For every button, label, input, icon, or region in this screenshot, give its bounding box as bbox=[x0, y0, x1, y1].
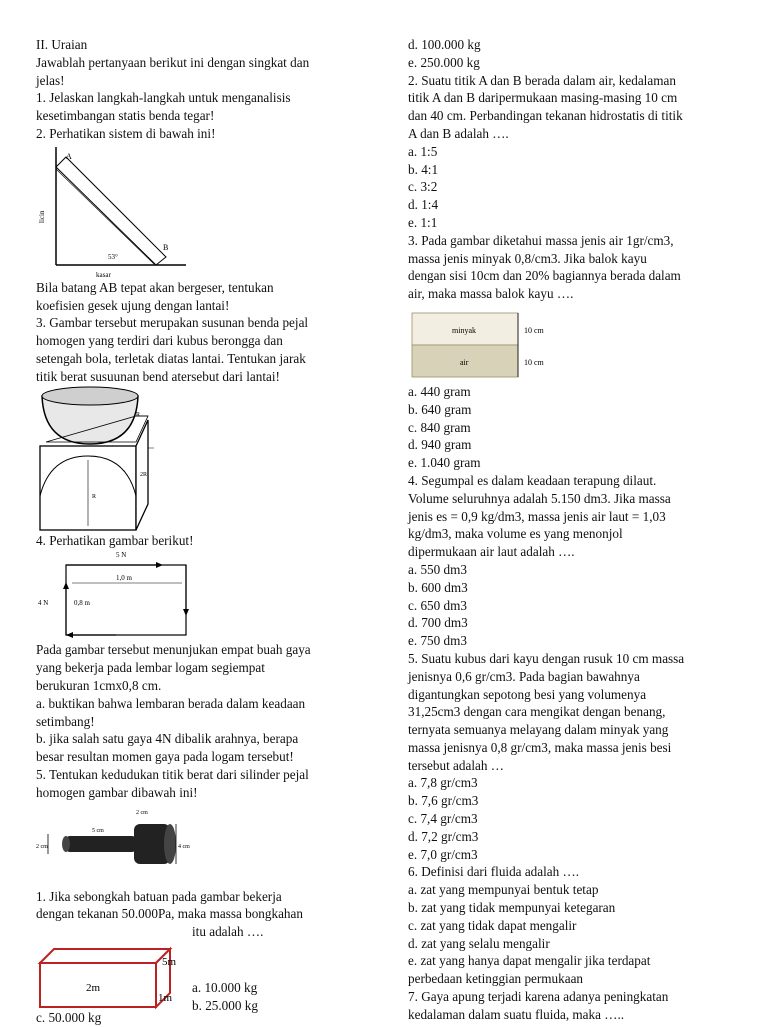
text-line: kg/dm3, maka volume es yang menonjol bbox=[408, 526, 623, 542]
text-line: b. 25.000 kg bbox=[192, 997, 258, 1013]
text-line: Jawablah pertanyaan berikut ini dengan singkat dan bbox=[36, 54, 310, 70]
text-line: homogen gambar dibawah ini! bbox=[36, 784, 198, 800]
text-line: a. 1:5 bbox=[408, 143, 438, 159]
right-column bbox=[408, 36, 742, 1024]
answer-options bbox=[192, 979, 258, 1015]
text-line: a. 440 gram bbox=[408, 383, 471, 399]
label-b: B bbox=[163, 242, 169, 252]
label-a: A bbox=[66, 151, 72, 161]
text-line: perbedaan ketinggian permukaan bbox=[408, 971, 584, 987]
label-2m: 2m bbox=[86, 981, 101, 994]
figure-cylinder bbox=[36, 802, 376, 888]
text-line: d. 700 dm3 bbox=[408, 615, 468, 631]
hemisphere-cube-diagram bbox=[36, 386, 166, 532]
left-block-5-cont: itu adalah …. bbox=[192, 924, 264, 940]
label-5m: 5m bbox=[162, 955, 177, 968]
text-line: d. 1:4 bbox=[408, 197, 439, 213]
left-block-2 bbox=[36, 279, 376, 386]
text-line: 3. Pada gambar diketahui massa jenis air 1gr/cm3, bbox=[408, 232, 674, 248]
label-r-top: R bbox=[136, 411, 141, 418]
text-line: A dan B adalah …. bbox=[408, 125, 509, 141]
text-line: c. 840 gram bbox=[408, 419, 471, 435]
text-line: tersebut adalah … bbox=[408, 757, 504, 773]
figure-box bbox=[36, 941, 376, 1021]
plate-forces-diagram bbox=[36, 549, 196, 641]
text-line: 1. Jelaskan langkah-langkah untuk menganalisis bbox=[36, 90, 291, 106]
text-line: dengan sisi 10cm dan 20% bagiannya berada dalam bbox=[408, 268, 681, 284]
label-minyak: minyak bbox=[452, 325, 476, 335]
text-line: 7. Gaya apung terjadi karena adanya peningkatan bbox=[408, 989, 669, 1005]
label-4n: 4 N bbox=[38, 599, 49, 608]
text-line: d. 7,2 gr/cm3 bbox=[408, 828, 479, 844]
fluid-layers-diagram bbox=[408, 303, 578, 383]
text-line: jenis es = 0,9 kg/dm3, massa jenis air laut = 1,03 bbox=[408, 508, 666, 524]
text-line: d. 940 gram bbox=[408, 437, 472, 453]
text-line: massa jenis minyak 0,8/cm3. Jika balok kayu bbox=[408, 250, 647, 266]
text-line: setengah bola, terletak diatas lantai. Tentukan jarak bbox=[36, 350, 306, 366]
text-line: air, maka massa balok kayu …. bbox=[408, 286, 574, 302]
text-line: b. 640 gram bbox=[408, 401, 472, 417]
text-line: a. zat yang mempunyai bentuk tetap bbox=[408, 882, 599, 898]
text-line: e. 750 dm3 bbox=[408, 633, 467, 649]
left-block-4 bbox=[36, 641, 376, 801]
label-top-2cm: 2 cm bbox=[136, 809, 148, 816]
text-line: kedalaman dalam suatu fluida, maka ….. bbox=[408, 1006, 625, 1022]
right-block-1 bbox=[408, 36, 742, 303]
text-line: dengan tekanan 50.000Pa, maka massa bongkahan bbox=[36, 906, 303, 922]
box-diagram bbox=[36, 941, 216, 1021]
text-line: dipermukaan air laut adalah …. bbox=[408, 544, 575, 560]
text-line: b. 600 dm3 bbox=[408, 579, 468, 595]
text-line: b. zat yang tidak mempunyai ketegaran bbox=[408, 900, 616, 916]
text-line: e. 7,0 gr/cm3 bbox=[408, 846, 478, 862]
ladder-diagram bbox=[36, 143, 196, 279]
text-line: a. 550 dm3 bbox=[408, 561, 467, 577]
text-line: c. 3:2 bbox=[408, 179, 438, 195]
text-line: 3. Gambar tersebut merupakan susunan benda pejal bbox=[36, 315, 309, 331]
text-line: titik berat susuunan bend atersebut dari lantai! bbox=[36, 368, 280, 384]
text-line: a. 10.000 kg bbox=[192, 979, 258, 995]
cut-off-line: c. 50.000 kg bbox=[36, 1009, 102, 1025]
text-line: 6. Definisi dari fluida adalah …. bbox=[408, 864, 580, 880]
figure-ladder bbox=[36, 143, 376, 279]
text-line: yang bekerja pada lembar logam segiempat bbox=[36, 660, 265, 676]
text-line: Volume seluruhnya adalah 5.150 dm3. Jika massa bbox=[408, 490, 671, 506]
text-line: massa jenisnya 0,8 gr/cm3, maka massa jenis besi bbox=[408, 739, 672, 755]
text-line: kesetimbangan statis benda tegar! bbox=[36, 108, 215, 124]
label-5n: 5 N bbox=[116, 551, 127, 560]
text-line: c. 7,4 gr/cm3 bbox=[408, 811, 478, 827]
text-line: a. 7,8 gr/cm3 bbox=[408, 775, 478, 791]
text-line: jelas! bbox=[36, 72, 65, 88]
text-line: titik A dan B daripermukaan masing-masing 10 cm bbox=[408, 90, 678, 106]
text-line: II. Uraian bbox=[36, 37, 88, 52]
text-line: b. 4:1 bbox=[408, 161, 439, 177]
text-line: b. 7,6 gr/cm3 bbox=[408, 793, 479, 809]
right-block-2 bbox=[408, 383, 742, 1024]
label-5cm: 5 cm bbox=[92, 827, 104, 834]
text-line: koefisien gesek ujung dengan lantai! bbox=[36, 297, 230, 313]
label-08m: 0,8 m bbox=[74, 599, 90, 608]
text-line: ternyata semuanya melayang dalam minyak yang bbox=[408, 722, 669, 738]
label-air: air bbox=[460, 357, 469, 367]
left-column bbox=[36, 36, 376, 1027]
text-line: Bila batang AB tepat akan bergeser, tentukan bbox=[36, 279, 274, 295]
label-licin: licin bbox=[38, 210, 46, 223]
text-line: berukuran 1cmx0,8 cm. bbox=[36, 677, 162, 693]
label-4cm: 4 cm bbox=[178, 843, 190, 850]
text-line: besar resultan momen gaya pada logam tersebut! bbox=[36, 749, 294, 765]
text-line: e. 1:1 bbox=[408, 214, 438, 230]
figure-hemisphere-cube bbox=[36, 386, 376, 532]
text-line: c. zat yang tidak dapat mengalir bbox=[408, 917, 577, 933]
text-line: e. 1.040 gram bbox=[408, 455, 481, 471]
text-line: d. 100.000 kg bbox=[408, 37, 481, 52]
left-block-3 bbox=[36, 532, 376, 550]
label-left-2cm: 2 cm bbox=[36, 843, 48, 850]
text-line: 31,25cm3 dengan cara mengikat dengan benang, bbox=[408, 704, 666, 720]
text-line: a. buktikan bahwa lembaran berada dalam keadaan bbox=[36, 695, 306, 711]
text-line: 2. Perhatikan sistem di bawah ini! bbox=[36, 125, 216, 141]
text-line: 4. Segumpal es dalam keadaan terapung dilaut. bbox=[408, 472, 657, 488]
label-angle: 53° bbox=[108, 252, 118, 261]
cylinder-diagram bbox=[36, 802, 216, 888]
label-r-bottom: R bbox=[92, 493, 97, 500]
text-line: e. 250.000 kg bbox=[408, 54, 480, 70]
text-line: Pada gambar tersebut menunjukan empat buah gaya bbox=[36, 642, 311, 658]
text-line: 4. Perhatikan gambar berikut! bbox=[36, 532, 194, 548]
figure-plate-forces bbox=[36, 549, 376, 641]
label-air-height: 10 cm bbox=[524, 357, 544, 367]
text-line: jenisnya 0,6 gr/cm3. Pada bagian bawahnya bbox=[408, 668, 640, 684]
text-line: 2. Suatu titik A dan B berada dalam air, kedalaman bbox=[408, 72, 676, 88]
text-line: d. zat yang selalu mengalir bbox=[408, 935, 550, 951]
text-line: e. zat yang hanya dapat mengalir jika terdapat bbox=[408, 953, 651, 969]
text-line: c. 650 dm3 bbox=[408, 597, 467, 613]
text-line: 5. Suatu kubus dari kayu dengan rusuk 10 cm massa bbox=[408, 650, 685, 666]
label-kasar: kasar bbox=[96, 270, 111, 279]
label-2r: 2R bbox=[140, 471, 148, 478]
text-line: setimbang! bbox=[36, 713, 95, 729]
label-minyak-height: 10 cm bbox=[524, 325, 544, 335]
left-block-1 bbox=[36, 36, 376, 143]
text-line: 1. Jika sebongkah batuan pada gambar bekerja bbox=[36, 888, 282, 904]
label-1m-depth: 1m bbox=[158, 991, 173, 1004]
label-1m: 1,0 m bbox=[116, 574, 132, 583]
text-line: 5. Tentukan kedudukan titik berat dari silinder pejal bbox=[36, 766, 309, 782]
text-line: homogen yang terdiri dari kubus berongga dan bbox=[36, 333, 283, 349]
left-block-5 bbox=[36, 888, 376, 924]
figure-fluid-layers bbox=[408, 303, 742, 383]
text-line: dan 40 cm. Perbandingan tekanan hidrostatis di titik bbox=[408, 108, 683, 124]
text-line: digantungkan sepotong besi yang volumenya bbox=[408, 686, 647, 702]
text-line: b. jika salah satu gaya 4N dibalik arahnya, berapa bbox=[36, 731, 299, 747]
